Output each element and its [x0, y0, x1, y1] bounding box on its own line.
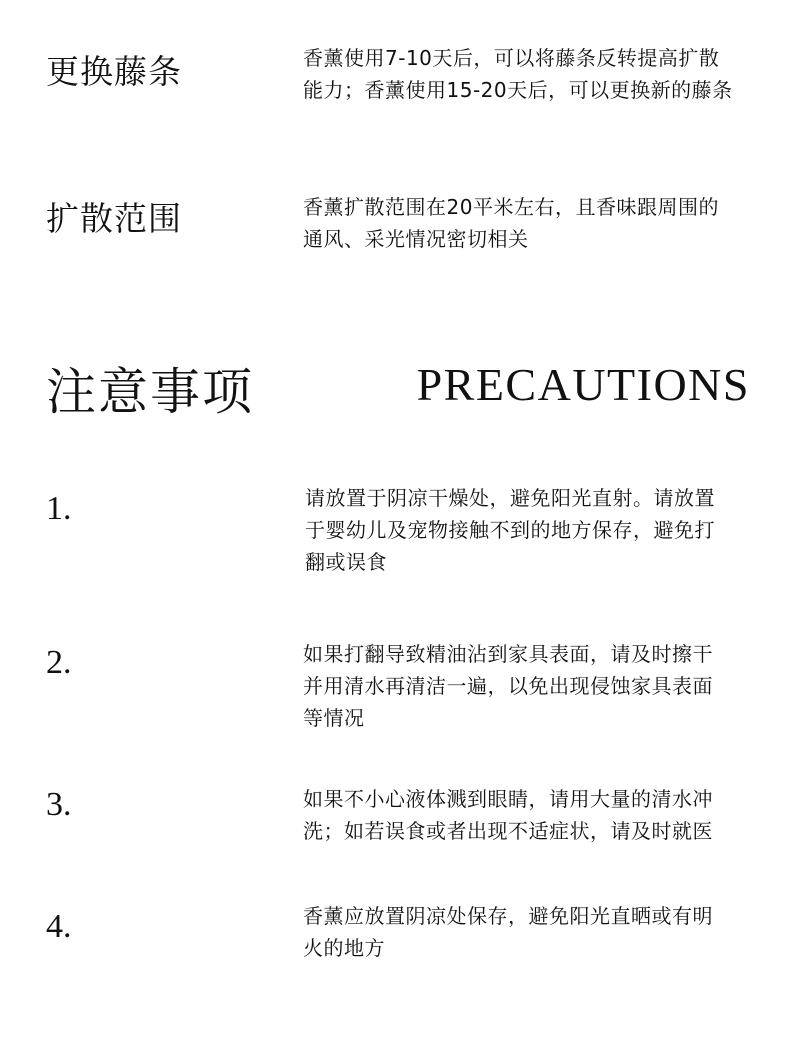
section-title: 注意事项 [46, 363, 254, 421]
info-label: 更换藤条 [46, 52, 182, 91]
item-number: 3. [46, 786, 72, 823]
item-text: 如果打翻导致精油沾到家具表面，请及时擦干 并用清水再清洁一遍，以免出现侵蚀家具表面 等情况 [303, 642, 713, 730]
item-text: 如果不小心液体溅到眼睛，请用大量的清水冲 洗；如若误食或者出现不适症状，请及时就医 [303, 787, 713, 843]
info-label: 扩散范围 [46, 199, 182, 238]
info-description: 香薰使用7-10天后，可以将藤条反转提高扩散 能力；香薰使用15-20天后，可以更换新的藤条 [303, 46, 733, 102]
info-description: 香薰扩散范围在20平米左右，且香味跟周围的 通风、采光情况密切相关 [303, 195, 719, 251]
item-text: 香薰应放置阴凉处保存，避免阳光直晒或有明 火的地方 [303, 904, 713, 960]
item-number: 4. [46, 908, 72, 945]
item-text: 请放置于阴凉干燥处，避免阳光直射。请放置 于婴幼儿及宠物接触不到的地方保存，避免打 翻或误食 [305, 486, 715, 574]
section-title-english: PRECAUTIONS [416, 359, 750, 410]
item-number: 2. [46, 644, 72, 681]
item-number: 1. [46, 490, 72, 527]
